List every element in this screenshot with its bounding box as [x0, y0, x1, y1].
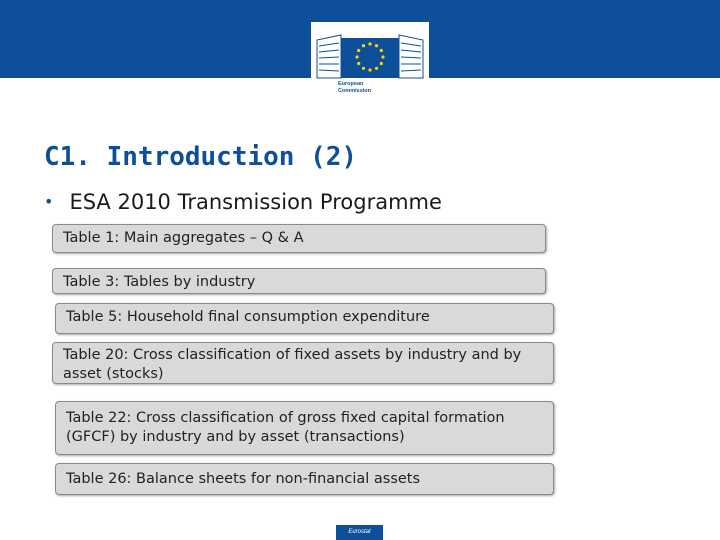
table-box-5: [55, 303, 554, 334]
table-label: Table 22:: [66, 410, 132, 426]
table-box-26: [55, 463, 554, 495]
table-box-3: [52, 268, 546, 294]
table-label: Table 20:: [63, 347, 129, 363]
table-text: Main aggregates – Q & A: [119, 230, 304, 246]
logo-line-2: Commission: [338, 88, 372, 94]
bullet-item: [44, 190, 442, 214]
table-box-20: [52, 342, 554, 384]
table-text: Tables by industry: [119, 274, 256, 290]
european-commission-logo: [311, 22, 429, 100]
logo-line-1: European: [338, 81, 364, 87]
berlaymont-building-icon: [311, 22, 429, 82]
bullet-dot-icon: •: [44, 192, 54, 211]
slide-title: C1. Introduction (2): [44, 142, 358, 172]
table-box-1: [52, 224, 546, 253]
table-text: Balance sheets for non-financial assets: [131, 471, 421, 487]
table-box-22: [55, 401, 554, 455]
table-text: Cross classification of fixed assets by industry and by asset (stocks): [63, 347, 522, 382]
table-label: Table 26:: [66, 471, 132, 487]
bullet-text: ESA 2010 Transmission Programme: [69, 190, 442, 214]
eurostat-logo: Eurostat: [336, 525, 383, 540]
table-label: Table 1:: [63, 230, 120, 246]
table-text: Household final consumption expenditure: [122, 309, 430, 325]
table-label: Table 5:: [66, 309, 123, 325]
table-text: Cross classification of gross fixed capital formation (GFCF) by industry and by asset (transactions): [66, 410, 505, 445]
table-label: Table 3:: [63, 274, 120, 290]
